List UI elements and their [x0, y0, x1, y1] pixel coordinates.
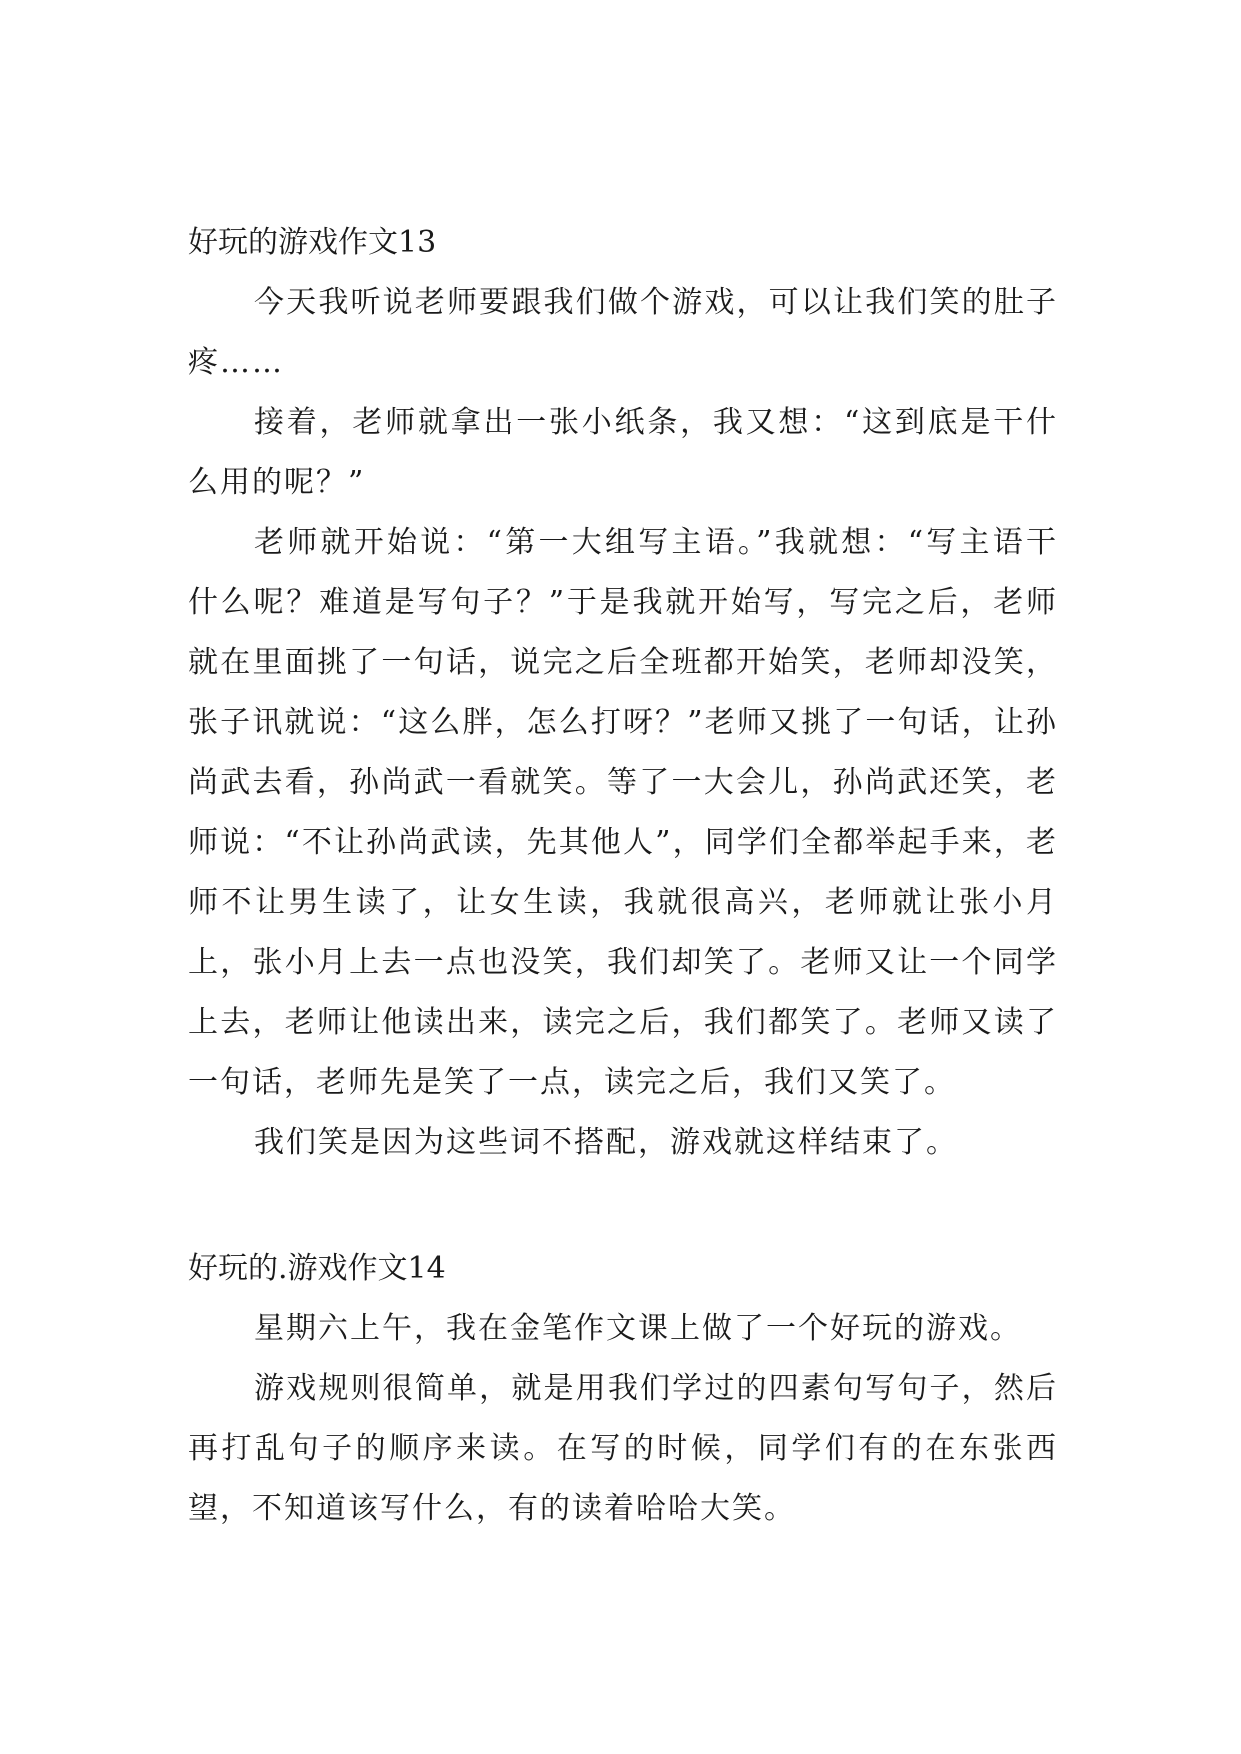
section-gap	[188, 1173, 1058, 1239]
essay-13-paragraph-4: 我们笑是因为这些词不搭配，游戏就这样结束了。	[254, 1125, 958, 1160]
essay-title-14: 好玩的.游戏作文14	[188, 1251, 446, 1286]
essay-13-paragraph-1: 今天我听说老师要跟我们做个游戏，可以让我们笑的肚子疼……	[188, 285, 1058, 380]
document-content	[188, 213, 1058, 1539]
essay-13-paragraph-3: 老师就开始说：“第一大组写主语。”我就想：“写主语干什么呢？难道是写句子？”于是我就开始写，写完之后，老师就在里面挑了一句话，说完之后全班都开始笑，老师却没笑，张子讯就说：“这么胖，怎么打呀？”老师又挑了一句话，让孙尚武去看，孙尚武一看就笑。等了一大会儿，孙尚武还笑，老师说：“不让孙尚武读，先其他人”，同学们全都举起手来，老师不让男生读了，让女生读，我就很高兴，老师就让张小月上，张小月上去一点也没笑，我们却笑了。老师又让一个同学上去，老师让他读出来，读完之后，我们都笑了。老师又读了一句话，老师先是笑了一点，读完之后，我们又笑了。	[188, 525, 1058, 1100]
essay-14-paragraph-1: 星期六上午，我在金笔作文课上做了一个好玩的游戏。	[254, 1311, 1022, 1346]
essay-14-paragraph-2: 游戏规则很简单，就是用我们学过的四素句写句子，然后再打乱句子的顺序来读。在写的时候，同学们有的在东张西望，不知道该写什么，有的读着哈哈大笑。	[188, 1371, 1058, 1526]
essay-13-paragraph-2: 接着，老师就拿出一张小纸条，我又想：“这到底是干什么用的呢？”	[188, 405, 1058, 500]
essay-title-13: 好玩的游戏作文13	[188, 225, 437, 260]
